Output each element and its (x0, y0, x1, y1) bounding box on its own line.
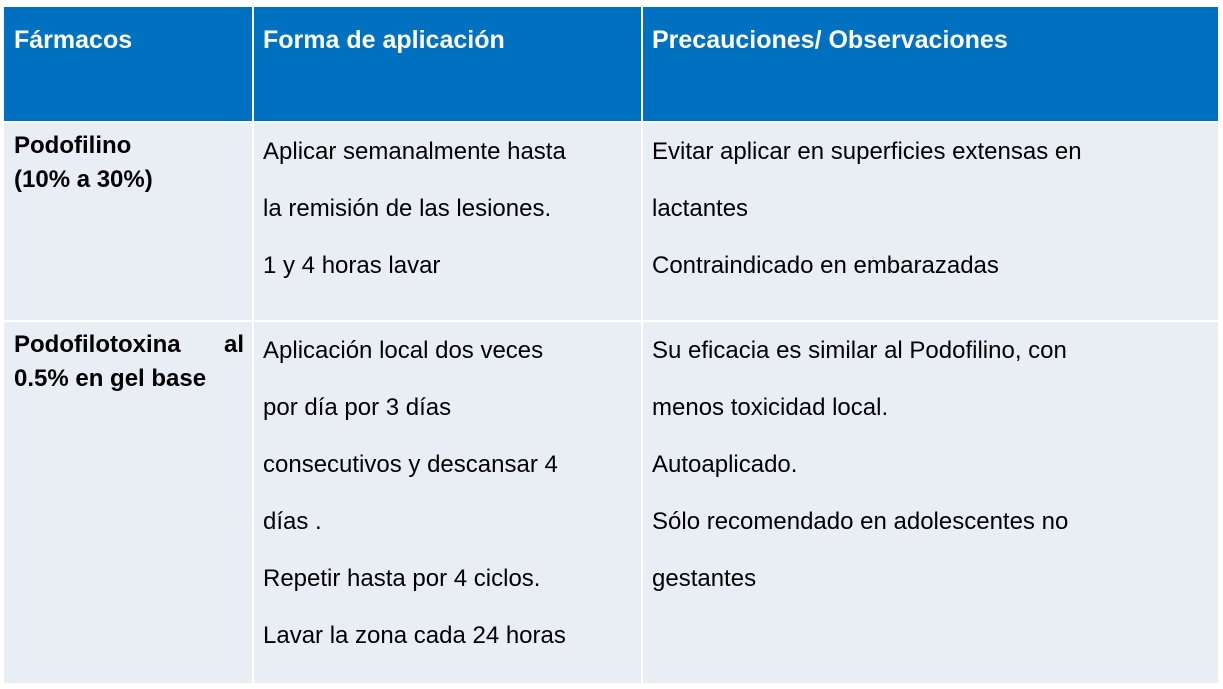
observation-line: menos toxicidad local. (652, 394, 889, 421)
drug-name-line: 0.5% en gel base (14, 365, 207, 392)
observation-line: gestantes (652, 565, 757, 592)
drug-name-line: Podofilotoxina al (14, 331, 244, 358)
observations-cell (643, 322, 1218, 685)
application-line: Lavar la zona cada 24 horas (263, 622, 566, 649)
application-cell (254, 322, 643, 685)
application-line: la remisión de las lesiones. (263, 195, 552, 222)
application-line: Aplicación local dos veces (263, 337, 544, 364)
application-cell (254, 123, 643, 322)
observation-line: lactantes (652, 195, 749, 222)
application-line: por día por 3 días (263, 394, 452, 421)
application-line: Aplicar semanalmente hasta (263, 138, 566, 165)
drug-cell (4, 322, 254, 685)
application-line: 1 y 4 horas lavar (263, 252, 441, 279)
drug-name-line: Podofilino (14, 132, 132, 159)
application-line: Repetir hasta por 4 ciclos. (263, 565, 541, 592)
observation-line: Sólo recomendado en adolescentes no (652, 508, 1069, 535)
header-farmacos: Fármacos (4, 7, 254, 123)
observation-line: Contraindicado en embarazadas (652, 252, 999, 279)
drug-name-line: (10% a 30%) (14, 166, 153, 193)
treatment-table (4, 7, 1218, 685)
header-forma-aplicacion: Forma de aplicación (254, 7, 643, 123)
observation-line: Su eficacia es similar al Podofilino, con (652, 337, 1067, 364)
observation-line: Evitar aplicar en superficies extensas en (652, 138, 1082, 165)
application-line: días . (263, 508, 322, 535)
header-precauciones: Precauciones/ Observaciones (643, 7, 1218, 123)
application-line: consecutivos y descansar 4 (263, 451, 558, 478)
observations-cell (643, 123, 1218, 322)
drug-cell (4, 123, 254, 322)
observation-line: Autoaplicado. (652, 451, 798, 478)
